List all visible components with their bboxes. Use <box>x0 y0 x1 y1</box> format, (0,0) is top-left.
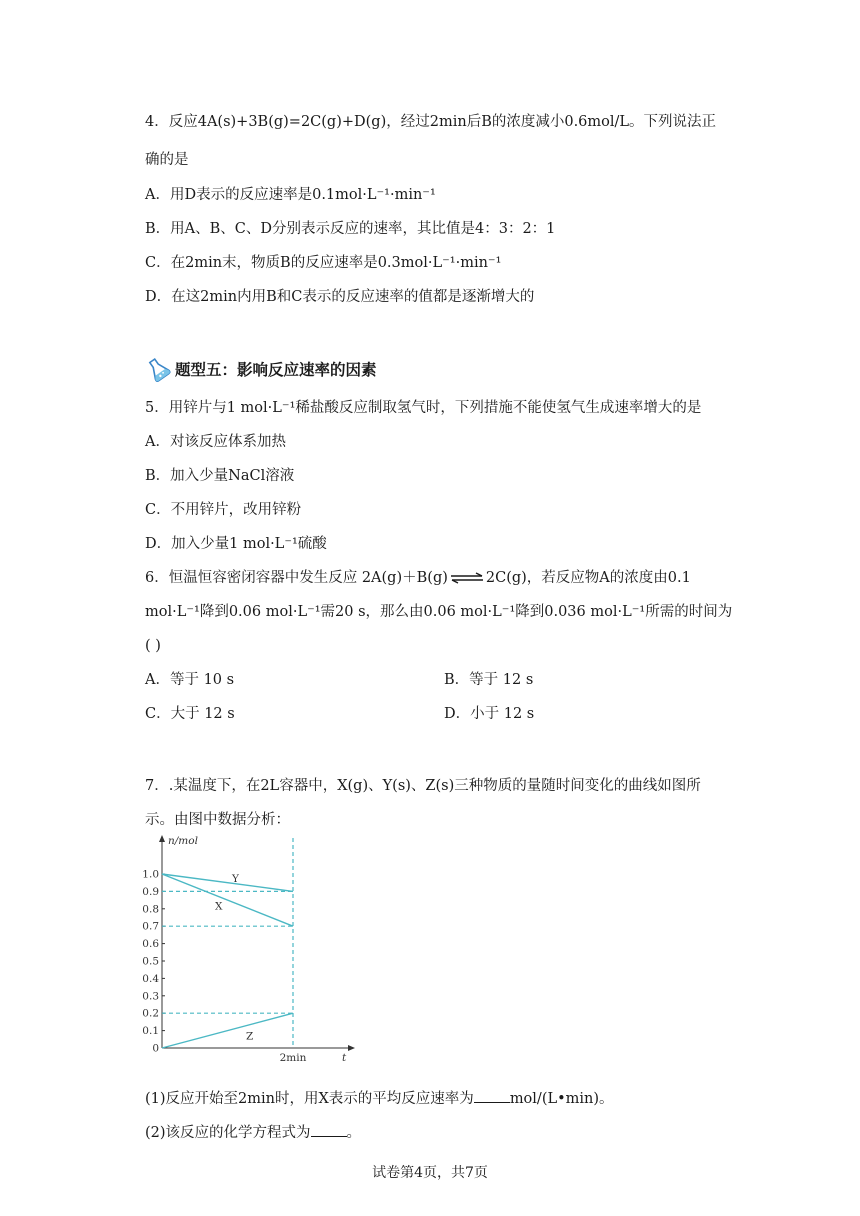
q5-option-a: A．对该反应体系加热 <box>145 434 286 450</box>
series-label-x: X <box>215 900 223 913</box>
q4-option-c: C．在2min末，物质B的反应速率是0.3mol·L⁻¹·min⁻¹ <box>145 255 502 271</box>
q7-sub2-text: (2)该反应的化学方程式为 <box>145 1125 311 1141</box>
y-tick-label: 0.2 <box>142 1007 159 1020</box>
y-tick-label: 0.9 <box>142 885 159 898</box>
section-header <box>145 356 377 382</box>
y-tick-label: 0.7 <box>142 920 159 933</box>
q4-stem-line1: 4．反应4A(s)+3B(g)=2C(g)+D(g)，经过2min后B的浓度减小0.6mol/L。下列说法正 <box>145 114 717 130</box>
q7-sub2 <box>145 1122 361 1143</box>
series-line-x <box>162 874 293 926</box>
x-tick-label: 2min <box>279 1052 307 1062</box>
q7-sub2-blank[interactable] <box>311 1122 347 1137</box>
x-axis-label: t <box>342 1052 347 1062</box>
y-tick-label: 0.4 <box>142 972 159 985</box>
y-axis-label: n/mol <box>168 835 198 847</box>
q5-option-d: D．加入少量1 mol·L⁻¹硫酸 <box>145 536 327 552</box>
y-tick-label: 0.1 <box>142 1025 159 1038</box>
amount-time-chart <box>140 832 360 1062</box>
q6-stem-line2: mol·L⁻¹降到0.06 mol·L⁻¹需20 s，那么由0.06 mol·L⁻¹降到0.036 mol·L⁻¹所需的时间为 <box>145 604 733 620</box>
q6-stem-line1 <box>145 568 691 588</box>
q5-option-c: C．不用锌片，改用锌粉 <box>145 502 302 518</box>
q7-sub1-unit: mol/(L•min)。 <box>509 1091 614 1107</box>
y-tick-label: 0.5 <box>142 955 159 968</box>
y-tick-label: 0.3 <box>142 990 159 1003</box>
y-axis-arrow <box>159 835 165 842</box>
page-footer: 试卷第4页，共7页 <box>372 1165 488 1181</box>
q6-option-c: C．大于 12 s <box>145 706 235 722</box>
section-title: 题型五：影响反应速率的因素 <box>175 361 377 379</box>
q6-option-b: B．等于 12 s <box>444 672 534 688</box>
x-axis-arrow <box>348 1045 355 1051</box>
q4-stem-line2: 确的是 <box>145 152 189 168</box>
q6-stem-line1-b: 2C(g)，若反应物A的浓度由0.1 <box>485 570 691 586</box>
series-label-z: Z <box>246 1030 254 1043</box>
q7-sub2-end: 。 <box>346 1125 362 1141</box>
series-label-y: Y <box>232 872 239 885</box>
flask-icon <box>145 356 171 382</box>
q6-stem-line1-a: 6．恒温恒容密闭容器中发生反应 2A(g)＋B(g) <box>145 570 448 586</box>
q4-option-b: B．用A、B、C、D分别表示反应的速率，其比值是4：3：2：1 <box>145 221 556 237</box>
series-line-z <box>162 1013 293 1048</box>
y-tick-label: 0 <box>152 1042 159 1055</box>
q6-option-d: D．小于 12 s <box>444 706 535 722</box>
q7-stem-line2: 示。由图中数据分析： <box>145 812 290 828</box>
q4-option-a: A．用D表示的反应速率是0.1mol·L⁻¹·min⁻¹ <box>145 187 436 203</box>
q4-option-d: D．在这2min内用B和C表示的反应速率的值都是逐渐增大的 <box>145 289 535 305</box>
q6-stem-line3: ( ) <box>145 638 161 654</box>
q7-stem-line1: 7．.某温度下，在2L容器中，X(g)、Y(s)、Z(s)三种物质的量随时间变化的曲线如图所 <box>145 778 701 794</box>
q5-option-b: B．加入少量NaCl溶液 <box>145 468 295 484</box>
series-line-y <box>162 874 293 891</box>
y-tick-label: 1.0 <box>142 868 159 881</box>
y-tick-label: 0.8 <box>142 903 159 916</box>
q7-sub1-text: (1)反应开始至2min时，用X表示的平均反应速率为 <box>145 1091 474 1107</box>
q7-sub1 <box>145 1088 614 1109</box>
q7-sub1-blank[interactable] <box>474 1088 510 1103</box>
q5-stem: 5．用锌片与1 mol·L⁻¹稀盐酸反应制取氢气时，下列措施不能使氢气生成速率增大的是 <box>145 400 702 416</box>
equilibrium-arrow-icon <box>449 572 485 584</box>
q6-option-a: A．等于 10 s <box>145 672 235 688</box>
y-tick-label: 0.6 <box>142 938 159 951</box>
chart-svg <box>140 832 360 1062</box>
